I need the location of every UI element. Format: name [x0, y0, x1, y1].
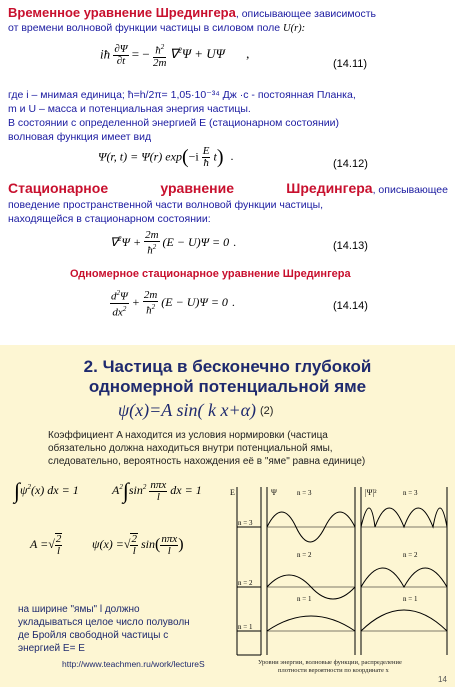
- psi-formula-number: (2): [260, 405, 274, 417]
- svg-text:n = 2: n = 2: [297, 551, 312, 559]
- svg-text:|Ψ|²: |Ψ|²: [365, 488, 377, 497]
- coefficient-text: Коэффициент A находится из условия нормировки (частица обязательно должна находиться внутри потенциальной ямы, следовательно, вероятность нахождения её в "яме" равна единице): [48, 430, 366, 467]
- svg-text:n = 3: n = 3: [238, 519, 253, 527]
- time-equation-title: Временное уравнение Шредингера: [8, 5, 236, 20]
- svg-text:n = 1: n = 1: [238, 623, 253, 631]
- energy-level-panel: [230, 487, 261, 655]
- svg-text:n = 1: n = 1: [297, 595, 312, 603]
- equation-14-12: Ψ(r, t) = Ψ(r) exp(−i $\frac{E}{ħ}$ t) .: [98, 145, 234, 169]
- paragraph-time-equation: Временное уравнение Шредингера, описывающее зависимость от времени волновой функции частицы в силовом поле U(r):: [8, 5, 376, 34]
- paragraph-stationary-equation: Стационарное уравнение Шредингера, описывающее поведение пространственной части волновой функции частицы, находящейся в стационарном состоянии:: [8, 180, 448, 225]
- page-number: 14: [438, 675, 447, 684]
- equation-number: (14.14): [333, 300, 368, 312]
- amplitude-formula: A =√ $\frac{2}{l}$: [30, 533, 62, 557]
- source-link[interactable]: http://www.teachmen.ru/work/lectureS: [62, 659, 205, 669]
- probability-density-panel: [361, 487, 447, 655]
- one-dimensional-title: Одномерное стационарное уравнение Шредингера: [70, 268, 351, 280]
- svg-text:n = 2: n = 2: [403, 551, 418, 559]
- lower-slide: [0, 345, 455, 687]
- svg-text:n = 2: n = 2: [238, 579, 253, 587]
- paragraph-notation: где i – мнимая единица; ħ=h/2π= 1,05·10⁻³⁴ Дж ·с - постоянная Планка, m и U – масса и потенциальная энергия частицы. В состоянии с определенной энергией Е (стационарном состоянии) волновая функция имеет вид: [8, 89, 356, 143]
- svg-text:Ψ: Ψ: [271, 488, 277, 497]
- equation-number: (14.11): [333, 58, 368, 70]
- figure-caption: Уровни энергии, волновые функции, распределение плотности вероятности по координате x: [258, 659, 402, 674]
- svg-text:n = 3: n = 3: [297, 489, 312, 497]
- psi-formula: ψ(x)=A sin( k x+α): [118, 400, 257, 420]
- wavefunction-panel: [267, 487, 355, 655]
- energy-axis-label: E: [230, 488, 235, 497]
- equation-14-13: ∇$^2$Ψ + $\frac{2m}{ħ^2}$ (E − U)Ψ = 0 .: [110, 229, 237, 257]
- equation-14-11: iħ $\frac{\partial\Psi}{\partial t}$ = − $\frac{ħ^2}{2m}$ ∇$^2$Ψ + UΨ ,: [100, 42, 250, 69]
- equation-14-14: $\frac{d^2\Psi}{dx^2}$ + $\frac{2m}{ħ^2}$ (E − U)Ψ = 0 .: [111, 288, 235, 319]
- slide-title: 2. Частица в бесконечно глубокой одномерной потенциальной яме: [83, 357, 372, 396]
- wavefunction-formula: ψ(x) =√ $\frac{2}{l}$ sin( $\frac{\text{nπx}}{l}$ ): [92, 532, 184, 557]
- width-condition-text: на ширине "ямы" l должно укладываться целое число полуволн де Бройля свободной частицы с энергией E= E: [18, 604, 190, 654]
- normalization-integral-expanded: $A^2\int\sin^2$ $\frac{\text{nπx}}{l}$ dx = 1: [112, 478, 202, 503]
- equation-number: (14.12): [333, 158, 368, 170]
- svg-text:n = 1: n = 1: [403, 595, 418, 603]
- equation-number: (14.13): [333, 240, 368, 252]
- energy-levels-figure: [227, 485, 449, 657]
- svg-text:n = 3: n = 3: [403, 489, 418, 497]
- normalization-integral: $\int\psi^2(x)$ dx = 1: [14, 478, 79, 503]
